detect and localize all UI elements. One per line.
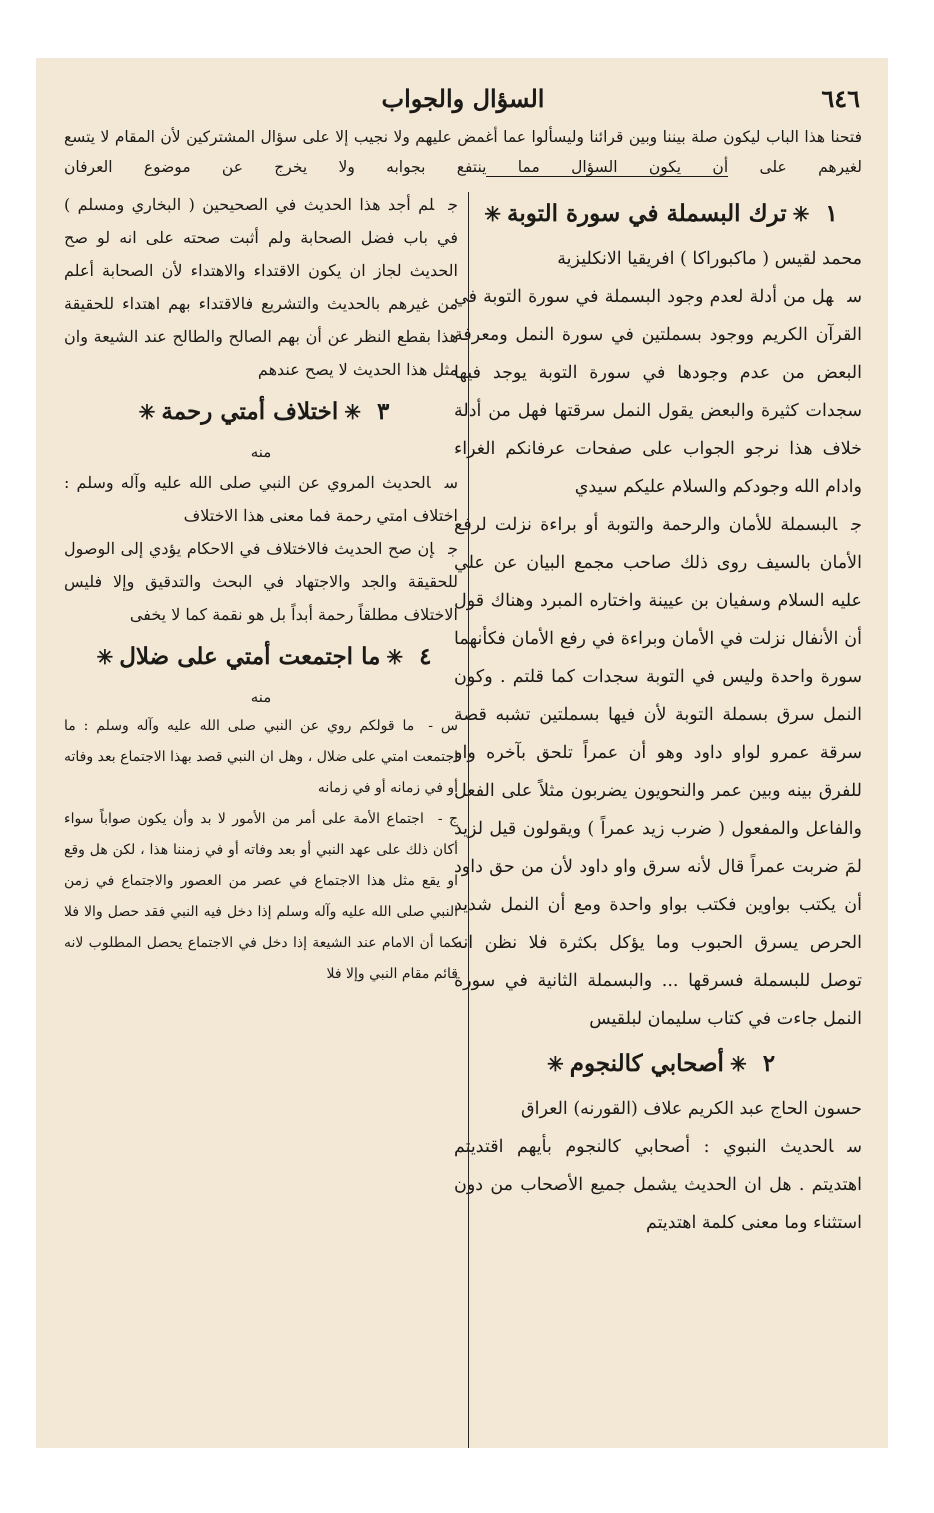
asterisk-icon: ✳ — [546, 1052, 564, 1076]
intro-underlined: أن يكون السؤال مما — [486, 158, 729, 176]
section-3-question — [64, 466, 458, 532]
page-number: ٦٤٦ — [821, 84, 860, 113]
right-column — [454, 188, 862, 1448]
intro-line-2b: ينتفع بجوابه ولا يخرج عن موضوع العرفان — [64, 158, 487, 176]
section-4-question — [64, 711, 458, 804]
page-title: السؤال والجواب — [381, 84, 545, 113]
question-label: س — [847, 1137, 862, 1157]
section-1-heading — [454, 192, 862, 236]
intro-paragraph — [64, 122, 862, 182]
answer-label: ج — [851, 515, 862, 535]
section-1-asker: محمد لقيس ( ماكبوراكا ) افريقيا الانكليزية — [557, 249, 862, 269]
page-header — [64, 82, 862, 122]
question-text: ما قولكم روي عن النبي صلى الله عليه وآله وسلم : ما اجتمعت امتي على ضلال ، وهل ان النبي قصد بهذا الاجتماع بعد وفاته أو في زمانه أو في زمانه — [64, 718, 458, 796]
section-2-question-start — [454, 1128, 862, 1242]
section-1-answer — [454, 506, 862, 1038]
section-1-question — [454, 278, 862, 506]
section-1-title: ترك البسملة في سورة التوبة — [507, 200, 787, 227]
section-3-title: اختلاف أمتي رحمة — [161, 398, 339, 425]
asterisk-icon: ✳ — [138, 400, 156, 424]
section-4-number: ٤ — [419, 643, 432, 670]
section-4-heading — [64, 635, 458, 679]
intro-line-2a: المشتركين لأن المقام لا يتسع لغيرهم على — [64, 128, 862, 176]
question-label: س — [444, 473, 458, 492]
section-4-asker: منه — [250, 688, 272, 706]
asterisk-icon: ✳ — [484, 202, 502, 226]
two-columns — [64, 188, 862, 1448]
section-3-heading — [64, 390, 458, 434]
intro-line-1: فتحنا هذا الباب ليكون صلة بيننا وبين قرائنا وليسألوا عما أغمض عليهم ولا نجيب إلا على سؤال — [260, 128, 862, 146]
question-text: الحديث المروي عن النبي صلى الله عليه وآله وسلم : اختلاف امتي رحمة فما معنى هذا الاختلاف — [64, 473, 458, 525]
section-2-title: أصحابي كالنجوم — [569, 1050, 724, 1077]
section-4-answer — [64, 804, 458, 990]
section-1-number: ١ — [825, 200, 838, 227]
section-3-asker: منه — [250, 443, 272, 461]
section-2-number: ٢ — [762, 1050, 776, 1077]
section-3-number: ٣ — [377, 398, 390, 425]
question-label: س - — [428, 718, 458, 734]
question-label: س — [847, 287, 862, 307]
asterisk-icon: ✳ — [344, 400, 362, 424]
answer-text: البسملة للأمان والرحمة والتوبة أو براءة نزلت لرفع الأمان بالسيف روى ذلك صاحب مجمع البيان عن علي عليه السلام وسفيان بن عيينة واختاره المبرد وهناك قول أن الأنفال نزلت في الأمان وبراءة في رفع الأمان فكأنهما سورة واحدة وليس في التوبة سجدات كما قلتم . وكون النمل سرق بسملة التوبة لأن فيها بسملتين تشبه قصة سرقة عمرو لواو داود وهو أن عمراً تلحق بآخره واو للفرق بينه وبين عمر والنحويون يضربون مثلاً على الفعل والفاعل والمفعول ( ضرب زيد عمراً ) ويقولون قيل لزيد لمَ ضربت عمراً قال لأنه سرق واو داود لأن من حق داود أن يكتب بواوين فكتب بواو واحدة ومع أن النمل شديد الحرص يسرق الحبوب وما يؤكل بكثرة فلا نظن انه توصل للبسملة فسرقها ... والبسملة الثانية في سورة النمل جاءت في كتاب سليمان لبلقيس — [454, 515, 862, 1029]
asterisk-icon: ✳ — [729, 1052, 747, 1076]
section-2-asker: حسون الحاج عبد الكريم علاف (القورنه) العراق — [521, 1099, 862, 1119]
answer-label: ج - — [437, 811, 459, 827]
section-2-answer — [64, 188, 458, 386]
asterisk-icon: ✳ — [792, 202, 810, 226]
book-page — [36, 58, 888, 1448]
question-text: هل من أدلة لعدم وجود البسملة في سورة التوبة في القرآن الكريم ووجود بسملتين في سورة النمل ومعرفة البعض من عدم وجودها في سورة التوبة يوجد فيها سجدات كثيرة والبعض يقول النمل سرقتها فهل من أدلة خلاف هذا نرجو الجواب على صفحات عرفانكم الغراء وادام الله وجودكم والسلام عليكم سيدي — [454, 287, 862, 497]
answer-text: إن صح الحديث فالاختلاف في الاحكام يؤدي إلى الوصول للحقيقة والجد والاجتهاد في البحث والتدقيق وإلا فليس الاختلاف مطلقاً رحمة أبداً بل هو نقمة كما لا يخفى — [64, 539, 458, 624]
answer-label: ج — [448, 539, 458, 558]
left-column — [64, 188, 458, 1448]
column-divider — [468, 192, 469, 1448]
answer-text: لم أجد هذا الحديث في الصحيحين ( البخاري ومسلم ) في باب فضل الصحابة ولم أثبت صحته على انه لو صح الحديث لجاز ان يكون الاقتداء والاهتداء لأن الصحابة أعلم من غيرهم بالحديث والتشريع فالاقتداء بهم اهتداء للحقيقة هذا بقطع النظر عن أن بهم الصالح والطالح عند الشيعة وان مثل هذا الحديث لا يصح عندهم — [64, 195, 458, 379]
answer-text: اجتماع الأمة على أمر من الأمور لا بد وأن يكون صواباً سواء أكان ذلك على عهد النبي أو بعد وفاته أو في زمننا هذا ، لكن هل وقع او يقع مثل هذا الاجتماع في عصر من العصور والاجتماع في زمن النبي صلى الله عليه وآله وسلم إذا دخل فيه النبي فقد حصل والا فلا كما أن الامام عند الشيعة إذا دخل في الاجتماع يحصل المطلوب لانه قائم مقام النبي وإلا فلا — [64, 811, 458, 982]
answer-label: ج — [448, 195, 458, 214]
asterisk-icon: ✳ — [386, 645, 404, 669]
section-3-answer — [64, 532, 458, 631]
question-text: الحديث النبوي : أصحابي كالنجوم بأيهم اقتديتم اهتديتم . هل ان الحديث يشمل جميع الأصحاب من دون استثناء وما معنى كلمة اهتديتم — [454, 1137, 862, 1233]
section-4-title: ما اجتمعت أمتي على ضلال — [119, 643, 381, 670]
section-2-heading — [454, 1042, 862, 1086]
asterisk-icon: ✳ — [96, 645, 114, 669]
